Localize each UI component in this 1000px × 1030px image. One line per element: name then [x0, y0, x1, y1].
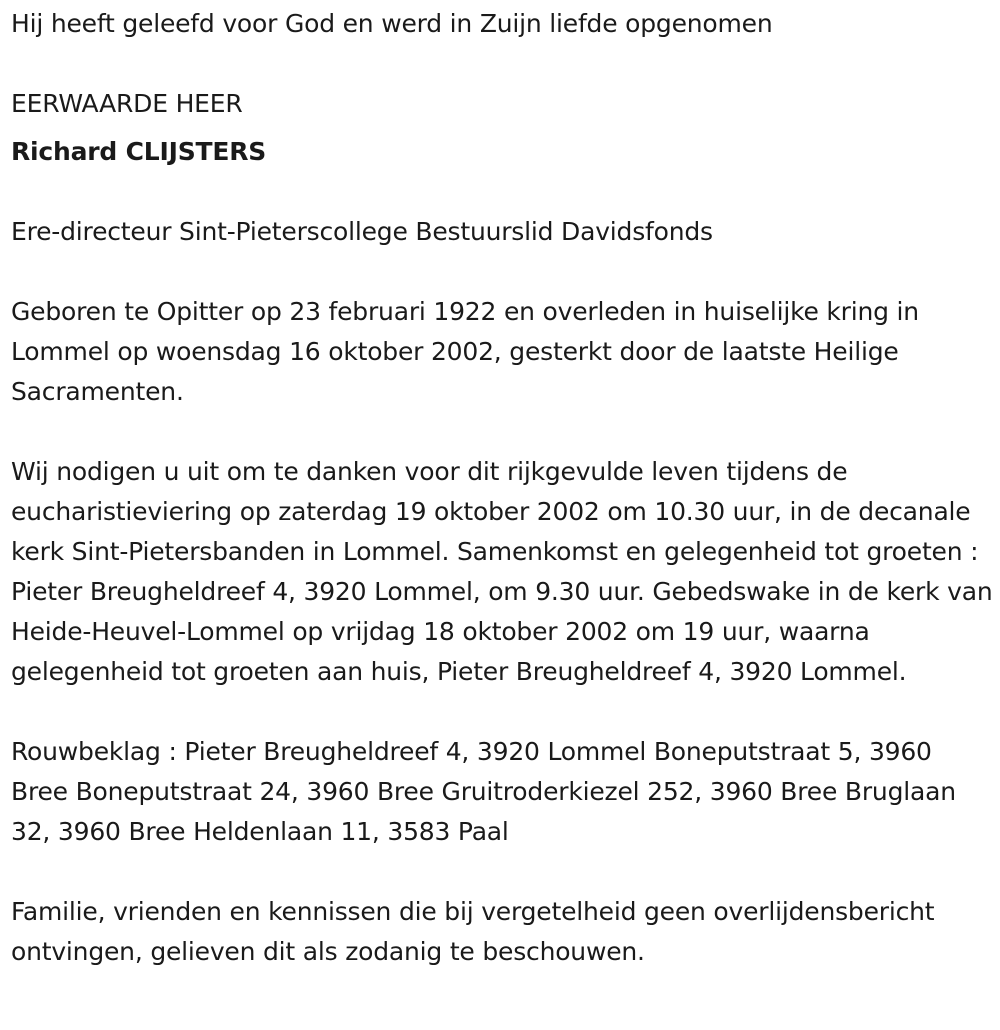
spacer	[11, 252, 996, 292]
spacer	[11, 172, 996, 212]
service-paragraph: Wij nodigen u uit om te danken voor dit rijkgevulde leven tijdens de eucharistieviering op zaterdag 19 oktober 2002 om 10.30 uur, in de decanale kerk Sint-Pietersbanden in Lommel. Samenkomst en gelegenheid tot groeten : Pieter Breugheldreef 4, 3920 Lommel, om 9.30 uur. Gebedswake in de kerk van Heide-Heuvel-Lommel op vrijdag 18 oktober 2002 om 19 uur, waarna gelegenheid tot groeten aan huis, Pieter Breugheldreef 4, 3920 Lommel.	[11, 457, 993, 686]
condolences-paragraph: Rouwbeklag : Pieter Breugheldreef 4, 3920 Lommel Boneputstraat 5, 3960 Bree Boneputstraat 24, 3960 Bree Gruitroderkiezel 252, 3960 Bree Bruglaan 32, 3960 Bree Heldenlaan 11, 3583 Paal	[11, 737, 956, 846]
spacer	[11, 44, 996, 84]
birth-death-paragraph: Geboren te Opitter op 23 februari 1922 en overleden in huiselijke kring in Lommel op woensdag 16 oktober 2002, gesterkt door de laatste Heilige Sacramenten.	[11, 297, 919, 406]
spacer	[11, 124, 996, 132]
obituary-notice	[11, 4, 996, 972]
deceased-name: Richard CLIJSTERS	[11, 137, 267, 166]
intro-line: Hij heeft geleefd voor God en werd in Zuijn liefde opgenomen	[11, 9, 773, 38]
spacer	[11, 852, 996, 892]
spacer	[11, 692, 996, 732]
closing-paragraph: Familie, vrienden en kennissen die bij vergetelheid geen overlijdensbericht ontvingen, gelieven dit als zodanig te beschouwen.	[11, 897, 935, 966]
spacer	[11, 412, 996, 452]
honorific: EERWAARDE HEER	[11, 89, 243, 118]
titles: Ere-directeur Sint-Pieterscollege Bestuurslid Davidsfonds	[11, 217, 713, 246]
